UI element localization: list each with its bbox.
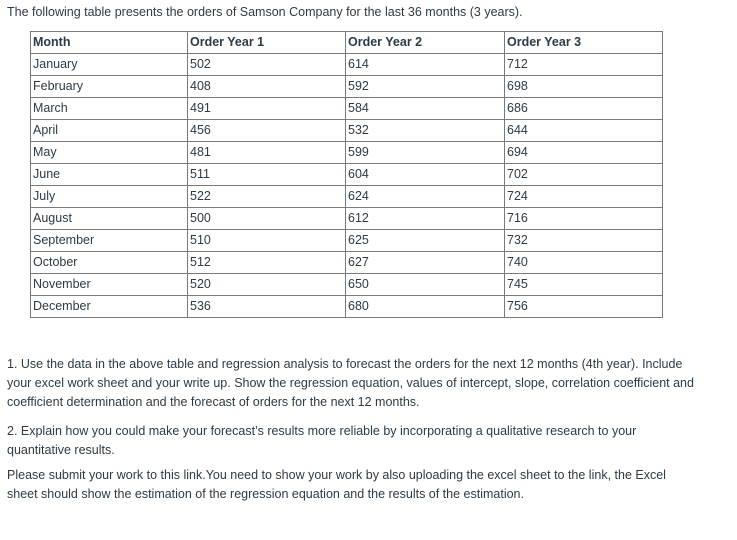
cell-month: April: [31, 120, 188, 142]
cell-month: May: [31, 142, 188, 164]
cell-month: July: [31, 186, 188, 208]
submission-instructions: Please submit your work to this link.You need to show your work by also uploading the excel sheet to the link, the Excel sheet should show the estimation of the regression equation and the results of the estimation.: [7, 468, 666, 501]
cell-year-1: 536: [188, 296, 346, 318]
table-row: [31, 274, 663, 296]
cell-year-1: 520: [188, 274, 346, 296]
question-1: 1. Use the data in the above table and regression analysis to forecast the orders for the next 12 months (4th year). Include your excel work sheet and your write up. Show the regression equation, values of intercept, slope, correlation coefficient and coefficient determination and the forecast of orders for the next 12 months.: [7, 357, 694, 409]
cell-month: March: [31, 98, 188, 120]
cell-month: January: [31, 54, 188, 76]
cell-year-3: 644: [505, 120, 663, 142]
cell-month: October: [31, 252, 188, 274]
cell-year-2: 650: [346, 274, 505, 296]
cell-year-2: 612: [346, 208, 505, 230]
orders-table: [30, 31, 663, 318]
cell-year-3: 732: [505, 230, 663, 252]
cell-year-1: 510: [188, 230, 346, 252]
table-header-row: [31, 32, 663, 54]
cell-year-1: 512: [188, 252, 346, 274]
cell-year-2: 624: [346, 186, 505, 208]
table-row: [31, 296, 663, 318]
table-row: [31, 230, 663, 252]
cell-month: November: [31, 274, 188, 296]
table-row: [31, 142, 663, 164]
table-row: [31, 164, 663, 186]
table-row: [31, 76, 663, 98]
cell-month: December: [31, 296, 188, 318]
cell-year-1: 522: [188, 186, 346, 208]
header-month: Month: [31, 32, 188, 54]
table-row: [31, 54, 663, 76]
cell-year-1: 511: [188, 164, 346, 186]
cell-month: February: [31, 76, 188, 98]
cell-year-2: 680: [346, 296, 505, 318]
cell-year-2: 625: [346, 230, 505, 252]
cell-year-3: 745: [505, 274, 663, 296]
cell-year-1: 491: [188, 98, 346, 120]
cell-year-2: 604: [346, 164, 505, 186]
cell-year-3: 686: [505, 98, 663, 120]
intro-text: The following table presents the orders of Samson Company for the last 36 months (3 years).: [7, 5, 523, 19]
cell-year-1: 481: [188, 142, 346, 164]
cell-year-2: 599: [346, 142, 505, 164]
header-order-year-3: Order Year 3: [505, 32, 663, 54]
table-row: [31, 252, 663, 274]
cell-year-1: 500: [188, 208, 346, 230]
cell-year-3: 698: [505, 76, 663, 98]
table-row: [31, 120, 663, 142]
cell-year-3: 716: [505, 208, 663, 230]
cell-month: June: [31, 164, 188, 186]
cell-year-3: 740: [505, 252, 663, 274]
cell-year-3: 712: [505, 54, 663, 76]
cell-year-2: 532: [346, 120, 505, 142]
cell-year-2: 627: [346, 252, 505, 274]
cell-month: August: [31, 208, 188, 230]
table-row: [31, 186, 663, 208]
questions-section: [7, 355, 697, 514]
cell-month: September: [31, 230, 188, 252]
question-2: 2. Explain how you could make your forecast’s results more reliable by incorporating a qualitative research to your quantitative results.: [7, 424, 637, 457]
cell-year-3: 694: [505, 142, 663, 164]
cell-year-1: 456: [188, 120, 346, 142]
cell-year-3: 724: [505, 186, 663, 208]
table-row: [31, 98, 663, 120]
header-order-year-2: Order Year 2: [346, 32, 505, 54]
table-row: [31, 208, 663, 230]
cell-year-2: 584: [346, 98, 505, 120]
cell-year-3: 702: [505, 164, 663, 186]
cell-year-3: 756: [505, 296, 663, 318]
header-order-year-1: Order Year 1: [188, 32, 346, 54]
cell-year-1: 502: [188, 54, 346, 76]
cell-year-2: 614: [346, 54, 505, 76]
cell-year-2: 592: [346, 76, 505, 98]
cell-year-1: 408: [188, 76, 346, 98]
